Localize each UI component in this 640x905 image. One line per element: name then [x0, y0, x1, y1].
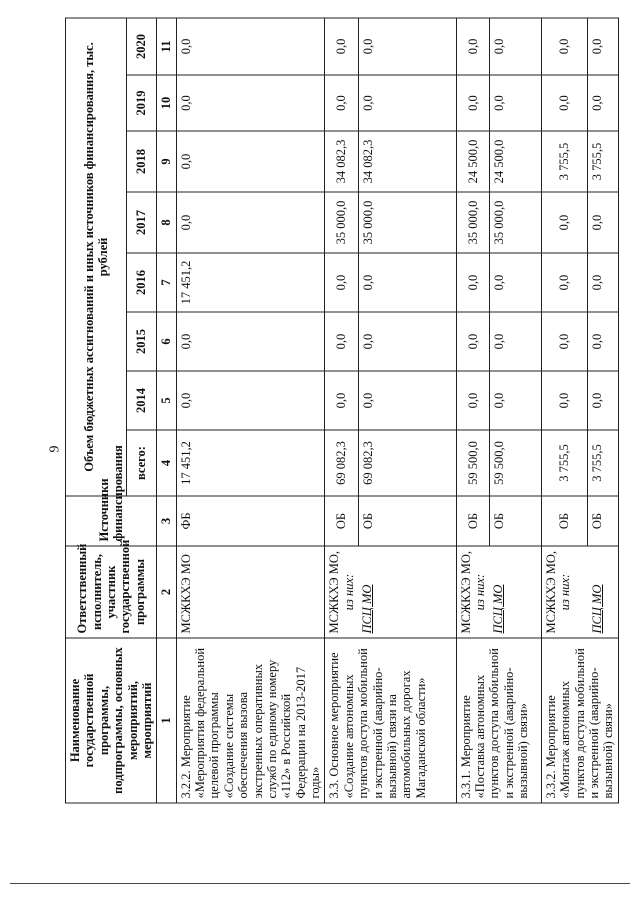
value-cell: 0,0	[456, 18, 489, 75]
column-number: 3	[157, 496, 176, 546]
row-name: 3.3.2. Мероприятие «Монтаж автономных пунктов доступа мобильной и экстренной (аварийно-вызывной) связи»	[541, 638, 618, 803]
rotated-page	[65, 19, 616, 804]
header-total: всего:	[126, 430, 156, 496]
value-cell: 0,0	[176, 75, 325, 131]
value-cell: 0,0	[541, 18, 587, 75]
value-cell: 35 000,0	[489, 192, 541, 253]
value-cell: 35 000,0	[358, 192, 456, 253]
column-number: 8	[157, 192, 176, 253]
header-name: Наименование государственной программы, подпрограммы, основных мероприятий, мероприятий	[66, 638, 157, 803]
value-cell: 0,0	[541, 192, 587, 253]
value-cell: 0,0	[325, 253, 358, 312]
executor-sub-label: из них:	[558, 573, 573, 611]
header-source: Источники финансирования	[66, 496, 157, 546]
executor-sub-label: из них:	[473, 573, 487, 611]
value-cell: 34 082,3	[358, 131, 456, 192]
row-source: ОБ	[325, 496, 358, 546]
value-cell: 0,0	[541, 75, 587, 131]
column-number: 11	[157, 18, 176, 75]
value-cell: 0,0	[176, 192, 325, 253]
table-row	[541, 18, 587, 803]
value-cell: 0,0	[358, 253, 456, 312]
value-cell: 24 500,0	[456, 131, 489, 192]
value-cell: 0,0	[176, 18, 325, 75]
value-cell: 0,0	[358, 75, 456, 131]
row-name: 3.3. Основное мероприятие «Создание автономных пунктов доступа мобильной и экстренной (аварийно-вызывной) связи на автомобильных дорогах Магаданской области»	[325, 638, 456, 803]
value-cell: 17 451,2	[176, 253, 325, 312]
row-source: ОБ	[588, 496, 619, 546]
value-cell: 0,0	[588, 253, 619, 312]
value-cell: 0,0	[489, 312, 541, 371]
value-cell: 35 000,0	[456, 192, 489, 253]
row-sub-executor: ПСЦ МО	[588, 546, 619, 638]
row-source: ОБ	[456, 496, 489, 546]
row-name: 3.2.2. Мероприятие «Мероприятия федеральной целевой программы «Создание системы обеспечения вызова экстренных оперативных служб по единому номеру «112» в Российской Федерации на 2013-2017 годы»	[176, 638, 325, 803]
row-executor	[325, 546, 358, 638]
value-cell: 69 082,3	[325, 430, 358, 496]
value-cell: 0,0	[541, 312, 587, 371]
value-cell: 3 755,5	[588, 430, 619, 496]
value-cell: 0,0	[325, 75, 358, 131]
value-cell: 0,0	[325, 18, 358, 75]
table-row	[325, 18, 358, 803]
value-cell: 0,0	[325, 312, 358, 371]
value-cell: 3 755,5	[588, 131, 619, 192]
column-number: 9	[157, 131, 176, 192]
value-cell: 0,0	[456, 253, 489, 312]
executor-label: МСЖКХЭ МО,	[327, 551, 342, 634]
column-number: 4	[157, 430, 176, 496]
header-year: 2014	[126, 371, 156, 430]
row-name: 3.3.1. Мероприятие «Поставка автономных пунктов доступа мобильной и экстренной (аварийно-вызывной) связи»	[456, 638, 541, 803]
column-number: 5	[157, 371, 176, 430]
header-year: 2017	[126, 192, 156, 253]
value-cell: 24 500,0	[489, 131, 541, 192]
header-year: 2018	[126, 131, 156, 192]
value-cell: 0,0	[489, 371, 541, 430]
header-year: 2015	[126, 312, 156, 371]
value-cell: 0,0	[489, 18, 541, 75]
header-volume: Объем бюджетных ассигнований и иных источников финансирования, тыс. рублей	[66, 18, 127, 496]
value-cell: 34 082,3	[325, 131, 358, 192]
value-cell: 35 000,0	[325, 192, 358, 253]
value-cell: 59 500,0	[489, 430, 541, 496]
value-cell: 0,0	[358, 312, 456, 371]
header-year: 2019	[126, 75, 156, 131]
value-cell: 0,0	[325, 371, 358, 430]
executor-label: МСЖКХЭ МО,	[458, 551, 473, 634]
value-cell: 0,0	[456, 371, 489, 430]
column-number: 6	[157, 312, 176, 371]
value-cell: 0,0	[541, 253, 587, 312]
header-executor: Ответственный исполнитель, участник государственной программы	[66, 546, 157, 638]
page-number: 9	[47, 445, 63, 453]
row-source: ОБ	[541, 496, 587, 546]
executor-label: МСЖКХЭ МО,	[543, 551, 558, 634]
value-cell: 0,0	[588, 192, 619, 253]
value-cell: 59 500,0	[456, 430, 489, 496]
row-source: ОБ	[489, 496, 541, 546]
row-sub-executor: ПСЦ МО	[489, 546, 541, 638]
value-cell: 17 451,2	[176, 430, 325, 496]
value-cell: 3 755,5	[541, 131, 587, 192]
value-cell: 0,0	[358, 18, 456, 75]
value-cell: 0,0	[456, 312, 489, 371]
value-cell: 0,0	[456, 75, 489, 131]
value-cell: 0,0	[176, 312, 325, 371]
value-cell: 0,0	[588, 18, 619, 75]
row-executor	[456, 546, 489, 638]
value-cell: 0,0	[588, 75, 619, 131]
header-year: 2020	[126, 18, 156, 75]
value-cell: 0,0	[541, 371, 587, 430]
column-number: 1	[157, 638, 176, 803]
column-number: 2	[157, 546, 176, 638]
value-cell: 0,0	[588, 312, 619, 371]
executor-sub-label: из них:	[341, 573, 356, 611]
value-cell: 0,0	[489, 253, 541, 312]
value-cell: 3 755,5	[541, 430, 587, 496]
value-cell: 0,0	[176, 131, 325, 192]
column-number: 10	[157, 75, 176, 131]
value-cell: 69 082,3	[358, 430, 456, 496]
table-row	[456, 18, 489, 803]
row-source: ОБ	[358, 496, 456, 546]
value-cell: 0,0	[358, 371, 456, 430]
row-sub-executor: ПСЦ МО	[358, 546, 456, 638]
column-number: 7	[157, 253, 176, 312]
row-executor: МСЖКХЭ МО	[176, 546, 325, 638]
table-row	[176, 18, 325, 803]
row-source: ФБ	[176, 496, 325, 546]
value-cell: 0,0	[588, 371, 619, 430]
header-year: 2016	[126, 253, 156, 312]
row-executor	[541, 546, 587, 638]
value-cell: 0,0	[176, 371, 325, 430]
financing-table	[65, 17, 619, 803]
page-bottom-rule	[10, 883, 630, 884]
value-cell: 0,0	[489, 75, 541, 131]
